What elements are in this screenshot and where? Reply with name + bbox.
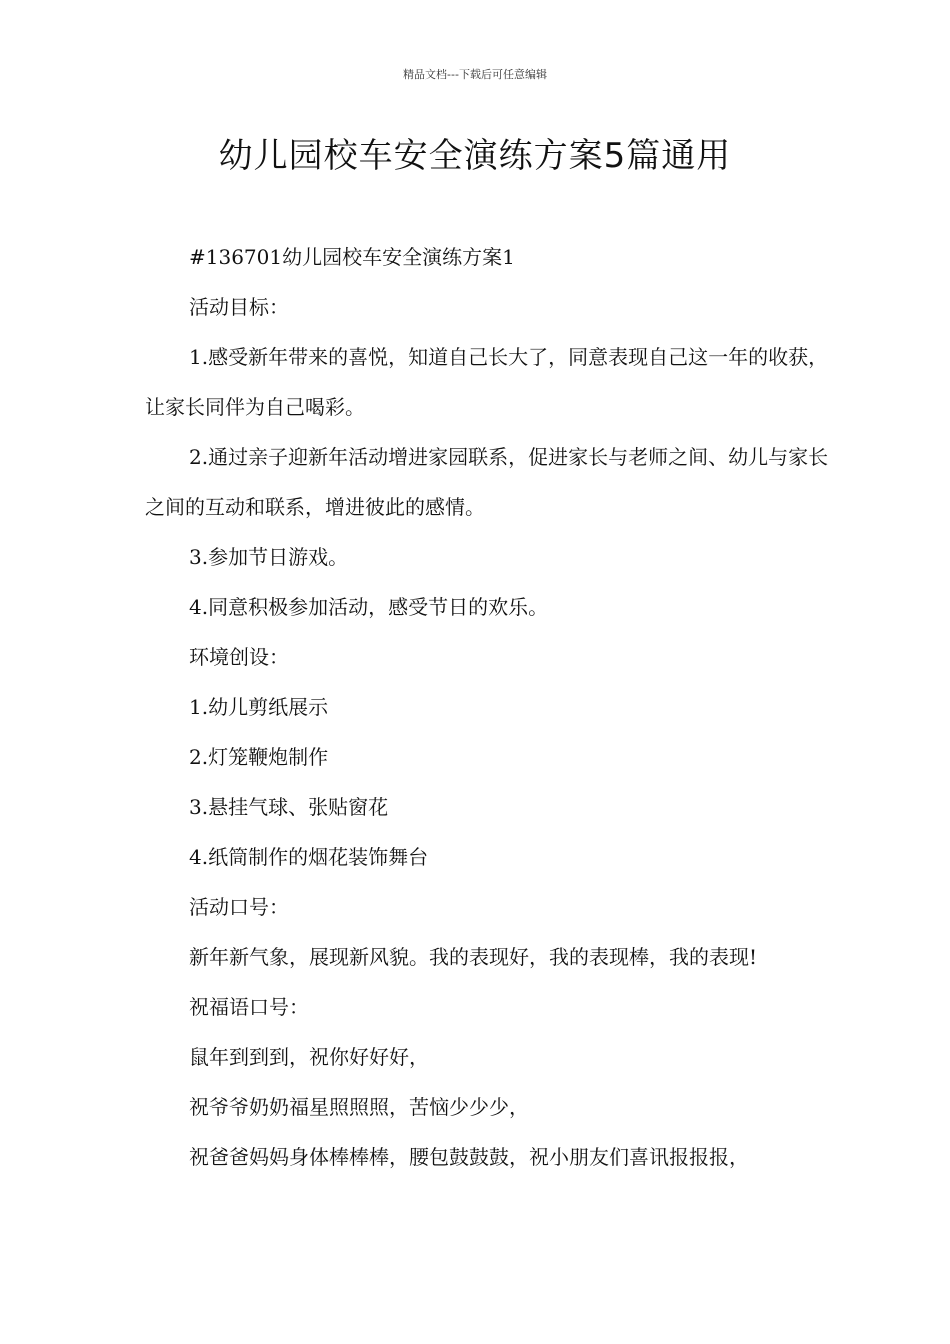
paragraph-goals-heading: 活动目标：	[189, 295, 289, 319]
paragraph-blessing-2: 祝爷爷奶奶福星照照照，苦恼少少少，	[189, 1095, 529, 1119]
paragraph-section-heading: #136701幼儿园校车安全演练方案1	[189, 245, 515, 269]
paragraph-goal-1: 1.感受新年带来的喜悦，知道自己长大了，同意表现自己这一年的收获，让家长同伴为自己喝彩。	[145, 345, 829, 419]
document-title: 幼儿园校车安全演练方案5篇通用	[218, 136, 732, 176]
paragraph-blessing-heading: 祝福语口号：	[189, 995, 309, 1019]
page-header-note: 精品文档---下载后可任意编辑	[403, 68, 547, 81]
paragraph-blessing-3: 祝爸爸妈妈身体棒棒棒，腰包鼓鼓鼓，祝小朋友们喜讯报报报，	[189, 1145, 749, 1169]
paragraph-blessing-1: 鼠年到到到，祝你好好好，	[189, 1045, 429, 1069]
paragraph-goal-3: 3.参加节日游戏。	[189, 545, 349, 569]
paragraph-environment-2: 2.灯笼鞭炮制作	[189, 745, 329, 769]
paragraph-environment-3: 3.悬挂气球、张贴窗花	[189, 795, 389, 819]
paragraph-slogan: 新年新气象，展现新风貌。我的表现好，我的表现棒，我的表现!	[189, 945, 758, 969]
paragraph-goal-2: 2.通过亲子迎新年活动增进家园联系，促进家长与老师之间、幼儿与家长之间的互动和联系，增进彼此的感情。	[145, 445, 829, 519]
paragraph-environment-heading: 环境创设：	[189, 645, 289, 669]
paragraph-environment-4: 4.纸筒制作的烟花装饰舞台	[189, 845, 429, 869]
paragraph-goal-4: 4.同意积极参加活动，感受节日的欢乐。	[189, 595, 549, 619]
paragraph-environment-1: 1.幼儿剪纸展示	[189, 695, 329, 719]
paragraph-slogan-heading: 活动口号：	[189, 895, 289, 919]
document-body	[145, 232, 835, 1182]
